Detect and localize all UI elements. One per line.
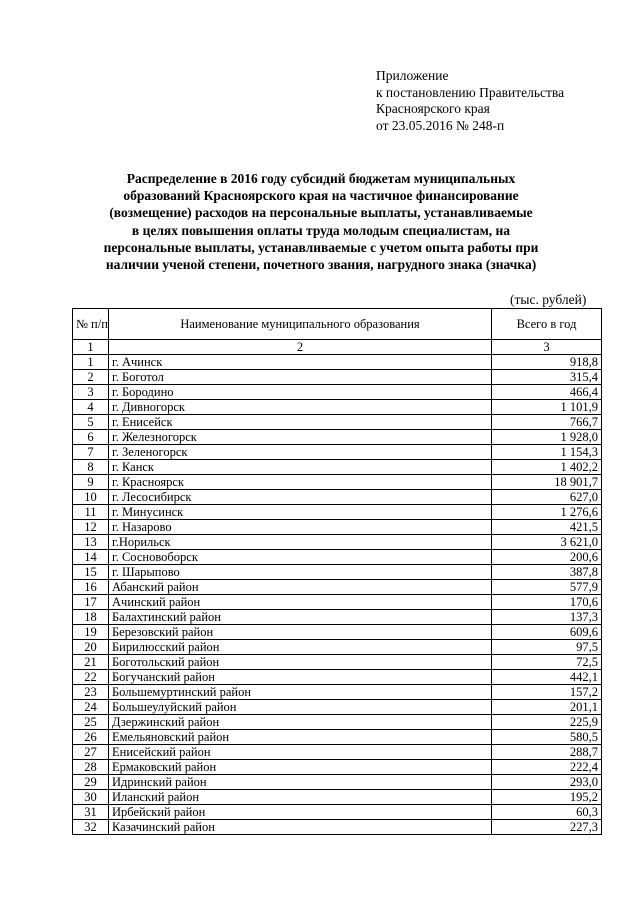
row-name: Большеулуйский район xyxy=(109,700,492,715)
table-row xyxy=(73,385,602,400)
row-total: 315,4 xyxy=(492,370,602,385)
row-name: г. Зеленогорск xyxy=(109,445,492,460)
row-total: 1 154,3 xyxy=(492,445,602,460)
row-number: 29 xyxy=(73,775,109,790)
table-row xyxy=(73,445,602,460)
row-name: Бирилюсский район xyxy=(109,640,492,655)
row-total: 157,2 xyxy=(492,685,602,700)
row-name: Идринский район xyxy=(109,775,492,790)
title-line: наличии ученой степени, почетного звания, нагрудного знака (значка) xyxy=(105,257,537,273)
row-name: Дзержинский район xyxy=(109,715,492,730)
table-row xyxy=(73,535,602,550)
row-total: 288,7 xyxy=(492,745,602,760)
row-total: 293,0 xyxy=(492,775,602,790)
table-row xyxy=(73,370,602,385)
title-line: в целях повышения оплаты труда молодым специалистам, на xyxy=(131,222,511,238)
table-row xyxy=(73,430,602,445)
row-total: 766,7 xyxy=(492,415,602,430)
table-row xyxy=(73,475,602,490)
row-name: г. Шарыпово xyxy=(109,565,492,580)
row-total: 97,5 xyxy=(492,640,602,655)
table-row xyxy=(73,820,602,835)
table-row xyxy=(73,715,602,730)
table-row xyxy=(73,550,602,565)
row-total: 225,9 xyxy=(492,715,602,730)
header-total: Всего в год xyxy=(492,309,602,340)
table-row xyxy=(73,565,602,580)
table-header-row xyxy=(73,309,602,340)
row-name: Абанский район xyxy=(109,580,492,595)
row-total: 137,3 xyxy=(492,610,602,625)
row-name: г. Ачинск xyxy=(109,355,492,370)
row-total: 627,0 xyxy=(492,490,602,505)
row-total: 3 621,0 xyxy=(492,535,602,550)
table-row xyxy=(73,580,602,595)
row-name: Балахтинский район xyxy=(109,610,492,625)
row-number: 12 xyxy=(73,520,109,535)
appendix-line: от 23.05.2016 № 248-п xyxy=(376,117,505,133)
document-title xyxy=(78,170,564,273)
row-total: 227,3 xyxy=(492,820,602,835)
row-number: 22 xyxy=(73,670,109,685)
row-total: 918,8 xyxy=(492,355,602,370)
row-number: 20 xyxy=(73,640,109,655)
table-row xyxy=(73,490,602,505)
row-number: 3 xyxy=(73,385,109,400)
row-name: г. Минусинск xyxy=(109,505,492,520)
row-number: 31 xyxy=(73,805,109,820)
row-total: 222,4 xyxy=(492,760,602,775)
title-line: персональные выплаты, устанавливаемые с учетом опыта работы при xyxy=(103,239,539,255)
table-row xyxy=(73,805,602,820)
row-name: г. Боготол xyxy=(109,370,492,385)
row-total: 466,4 xyxy=(492,385,602,400)
row-name: Березовский район xyxy=(109,625,492,640)
appendix-line: Красноярского края xyxy=(376,101,490,116)
row-number: 6 xyxy=(73,430,109,445)
row-name: г. Сосновоборск xyxy=(109,550,492,565)
title-line: (возмещение) расходов на персональные выплаты, устанавливаемые xyxy=(109,205,533,221)
appendix-line: к постановлению Правительства xyxy=(376,84,565,100)
header-num: № п/п xyxy=(73,309,109,340)
row-total: 170,6 xyxy=(492,595,602,610)
table-row xyxy=(73,700,602,715)
header-name: Наименование муниципального образования xyxy=(109,309,492,340)
row-number: 27 xyxy=(73,745,109,760)
row-total: 195,2 xyxy=(492,790,602,805)
row-number: 4 xyxy=(73,400,109,415)
row-name: Енисейский район xyxy=(109,745,492,760)
row-name: Боготольский район xyxy=(109,655,492,670)
table-row xyxy=(73,685,602,700)
row-number: 11 xyxy=(73,505,109,520)
row-total: 421,5 xyxy=(492,520,602,535)
table-row xyxy=(73,655,602,670)
row-total: 609,6 xyxy=(492,625,602,640)
table-row xyxy=(73,775,602,790)
row-number: 21 xyxy=(73,655,109,670)
row-total: 580,5 xyxy=(492,730,602,745)
row-total: 1 276,6 xyxy=(492,505,602,520)
row-number: 16 xyxy=(73,580,109,595)
row-name: г. Канск xyxy=(109,460,492,475)
row-name: Богучанский район xyxy=(109,670,492,685)
row-number: 8 xyxy=(73,460,109,475)
table-row xyxy=(73,730,602,745)
column-number: 1 xyxy=(73,340,109,355)
row-number: 32 xyxy=(73,820,109,835)
row-name: г. Железногорск xyxy=(109,430,492,445)
row-number: 10 xyxy=(73,490,109,505)
column-number: 3 xyxy=(492,340,602,355)
table-row xyxy=(73,610,602,625)
row-total: 1 928,0 xyxy=(492,430,602,445)
row-total: 60,3 xyxy=(492,805,602,820)
table-row xyxy=(73,790,602,805)
row-number: 2 xyxy=(73,370,109,385)
appendix-block xyxy=(376,68,564,134)
row-number: 18 xyxy=(73,610,109,625)
units-label: (тыс. рублей) xyxy=(510,292,587,307)
row-name: Ачинский район xyxy=(109,595,492,610)
row-total: 387,8 xyxy=(492,565,602,580)
table-row xyxy=(73,745,602,760)
title-line: образований Красноярского края на частичное финансирование xyxy=(123,188,519,204)
row-number: 13 xyxy=(73,535,109,550)
row-number: 23 xyxy=(73,685,109,700)
row-total: 442,1 xyxy=(492,670,602,685)
row-number: 28 xyxy=(73,760,109,775)
row-total: 1 402,2 xyxy=(492,460,602,475)
row-total: 18 901,7 xyxy=(492,475,602,490)
row-number: 7 xyxy=(73,445,109,460)
table-row xyxy=(73,400,602,415)
row-number: 25 xyxy=(73,715,109,730)
row-total: 201,1 xyxy=(492,700,602,715)
table-row xyxy=(73,595,602,610)
row-number: 15 xyxy=(73,565,109,580)
appendix-line: Приложение xyxy=(376,68,449,83)
row-name: Емельяновский район xyxy=(109,730,492,745)
subsidy-table xyxy=(72,308,602,835)
table-row xyxy=(73,640,602,655)
row-number: 30 xyxy=(73,790,109,805)
row-number: 14 xyxy=(73,550,109,565)
row-number: 24 xyxy=(73,700,109,715)
table-row xyxy=(73,460,602,475)
row-total: 200,6 xyxy=(492,550,602,565)
row-name: Казачинский район xyxy=(109,820,492,835)
row-total: 1 101,9 xyxy=(492,400,602,415)
row-name: г. Красноярск xyxy=(109,475,492,490)
row-number: 5 xyxy=(73,415,109,430)
row-number: 17 xyxy=(73,595,109,610)
table-row xyxy=(73,415,602,430)
row-number: 26 xyxy=(73,730,109,745)
row-name: Большемуртинский район xyxy=(109,685,492,700)
table-row xyxy=(73,355,602,370)
title-line: Распределение в 2016 году субсидий бюджетам муниципальных xyxy=(126,171,516,186)
table-row xyxy=(73,760,602,775)
row-total: 72,5 xyxy=(492,655,602,670)
table-row xyxy=(73,670,602,685)
row-name: г.Норильск xyxy=(109,535,492,550)
table-row xyxy=(73,625,602,640)
column-number: 2 xyxy=(109,340,492,355)
row-total: 577,9 xyxy=(492,580,602,595)
row-name: Ирбейский район xyxy=(109,805,492,820)
row-number: 19 xyxy=(73,625,109,640)
row-name: г. Дивногорск xyxy=(109,400,492,415)
row-number: 1 xyxy=(73,355,109,370)
row-name: г. Назарово xyxy=(109,520,492,535)
table-row xyxy=(73,520,602,535)
row-name: Иланский район xyxy=(109,790,492,805)
row-name: г. Лесосибирск xyxy=(109,490,492,505)
row-name: г. Бородино xyxy=(109,385,492,400)
row-number: 9 xyxy=(73,475,109,490)
table-row xyxy=(73,505,602,520)
row-name: Ермаковский район xyxy=(109,760,492,775)
row-name: г. Енисейск xyxy=(109,415,492,430)
column-number-row xyxy=(73,340,602,355)
